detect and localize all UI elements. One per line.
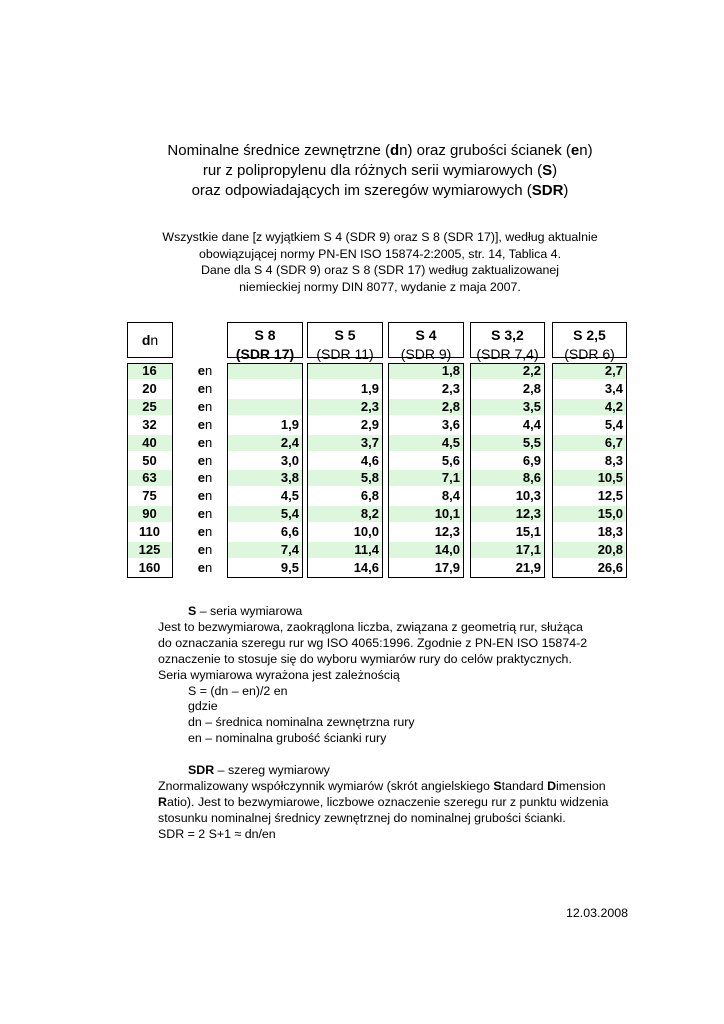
thickness-value: 3,6 [441,416,460,432]
dimension-table [127,322,627,578]
thickness-value: 9,5 [280,559,299,575]
thickness-value: 5,4 [280,506,299,522]
thickness-value: 15,0 [597,506,623,522]
thickness-value: 2,4 [280,434,299,450]
en-label: en [197,488,213,504]
thickness-value: 26,6 [597,559,623,575]
dn-value: 125 [138,542,161,557]
dn-value: 160 [138,559,161,575]
thickness-value: 1,9 [280,416,299,432]
thickness-value: 2,8 [522,380,541,396]
thickness-value: 3,7 [360,434,379,450]
en-label: en [197,506,213,522]
thickness-value: 5,4 [604,416,623,432]
thickness-value: 12,3 [434,524,460,540]
thickness-value: 4,2 [604,398,623,414]
thickness-value: 12,3 [515,506,541,522]
thickness-value: 5,8 [360,470,379,486]
thickness-value: 17,9 [434,559,460,575]
s5-column-frame [307,363,383,578]
thickness-value: 3,4 [604,380,623,396]
s8-column-frame [227,363,303,578]
thickness-value: 15,1 [515,524,541,540]
dn-value: 75 [142,488,157,504]
thickness-value: 20,8 [597,542,623,557]
en-label: en [197,559,213,575]
en-label: en [197,380,213,396]
dn-value: 90 [142,506,157,522]
thickness-value: 7,1 [441,470,460,486]
thickness-value: 6,9 [522,452,541,468]
dn-value: 110 [139,524,160,540]
thickness-value: 3,0 [280,452,299,468]
thickness-value: 2,7 [604,363,623,378]
thickness-value: 8,2 [360,506,379,522]
column-gap [545,363,552,578]
thickness-value: 4,5 [441,434,460,450]
thickness-value: 6,8 [360,488,379,504]
thickness-value: 10,0 [353,524,379,540]
thickness-value: 14,0 [434,542,460,557]
en-label: en [197,542,213,557]
en-label: en [197,470,213,486]
document-date: 12.03.2008 [566,906,629,920]
en-label: en [197,434,213,450]
thickness-value: 3,5 [522,398,541,414]
dn-column-frame [127,363,173,578]
en-label: en [197,363,213,378]
en-label: en [197,524,213,540]
dn-value: 32 [142,416,157,432]
s32-column-frame [470,363,545,578]
dn-value: 16 [142,363,157,378]
thickness-value: 18,3 [597,524,623,540]
intro-paragraph: Wszystkie dane [z wyjątkiem S 4 (SDR 9) oraz S 8 (SDR 17)], według aktualnie obowiązującej normy PN-EN ISO 15874-2:2005, str. 14, Tablica 4. Dane dla S 4 (SDR 9) oraz S 8 (SDR 17) według zaktualizowanej niemieckiej normy DIN 8077, wydanie z maja 2007. [162,230,598,294]
thickness-value: 6,6 [280,524,299,540]
s25-column-frame [552,363,627,578]
thickness-value: 11,4 [354,542,379,557]
thickness-value: 12,5 [597,488,623,504]
dn-value: 63 [142,470,157,486]
document-title: Nominalne średnice zewnętrzne (dn) oraz grubości ścianek (en) rur z polipropylenu dla różnych serii wymiarowych (S) oraz odpowiadających im szeregów wymiarowych (SDR) [167,142,593,199]
thickness-value: 8,6 [522,470,541,486]
header-s25: S 2,5 (SDR 6) [552,322,627,358]
dn-header-cell: dn [127,322,173,358]
thickness-value: 3,8 [280,470,299,486]
thickness-value: 8,4 [441,488,460,504]
thickness-value: 1,9 [360,380,379,396]
thickness-value: 5,6 [441,452,460,468]
thickness-value: 14,6 [353,559,379,575]
thickness-value: 4,6 [360,452,379,468]
thickness-value: 2,2 [522,363,541,378]
header-s32: S 3,2 (SDR 7,4) [470,322,545,358]
thickness-value: 10,3 [515,488,541,504]
thickness-value: 4,4 [522,416,541,432]
header-s5: S 5 (SDR 11) [307,322,383,358]
thickness-value: 1,8 [441,363,460,378]
thickness-value: 5,5 [522,434,541,450]
thickness-value: 2,3 [360,398,379,414]
thickness-value: 10,5 [597,470,623,486]
thickness-value: 2,8 [441,398,460,414]
header-s8: S 8 (SDR 17) [227,322,303,358]
dn-value: 50 [142,452,157,468]
notes-section: S – seria wymiarowa Jest to bezwymiarowa, zaokrąglona liczba, związana z geometrią rur, służąca do oznaczania szeregu rur wg ISO 4065:1996. Zgodnie z PN-EN ISO 15874-2 oznaczenie to stosuje się do wyboru wymiarów rury do celów praktycznych. Seria wymiarowa wyrażona jest zależnością S = (dn – en)/2 en gdzie dn – średnica nominalna zewnętrzna rury en – nominalna grubość ścianki rury SDR – szereg wymiarowy Znormalizowany współczynnik wymiarów (skrót angielskiego Standard Dimension Ratio). Jest to bezwymiarowe, liczbowe oznaczenie szeregu rur z punktu widzenia stosunku nominalnej średnicy zewnętrznej do nominalnej grubości ścianki. SDR = 2 S+1 ≈ dn/en [158,604,609,841]
thickness-value: 2,9 [360,416,379,432]
thickness-value: 21,9 [515,559,541,575]
header-s4: S 4 (SDR 9) [388,322,464,358]
thickness-value: 6,7 [604,434,623,450]
thickness-value: 7,4 [280,542,299,557]
thickness-value: 4,5 [280,488,299,504]
s4-column-frame [388,363,464,578]
thickness-value: 8,3 [604,452,623,468]
en-label: en [197,416,213,432]
dn-value: 25 [142,398,157,414]
en-label: en [197,398,213,414]
thickness-value: 2,3 [441,380,460,396]
thickness-value: 10,1 [434,506,460,522]
en-label: en [197,452,213,468]
dn-value: 20 [142,380,157,396]
dn-value: 40 [142,434,157,450]
thickness-value: 17,1 [515,542,541,557]
